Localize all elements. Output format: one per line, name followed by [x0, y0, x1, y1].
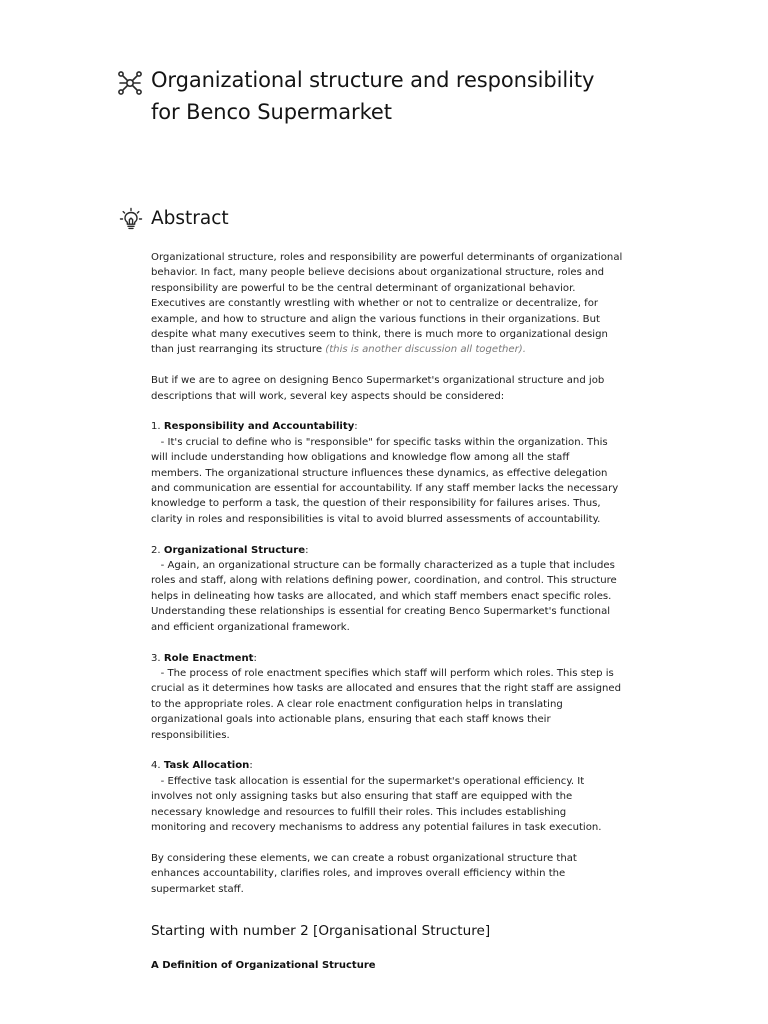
- abstract-body: [151, 250, 623, 897]
- list-item-text: [151, 668, 621, 741]
- abstract-heading: Abstract: [151, 208, 229, 229]
- abstract-conclusion: By considering these elements, we can create a robust organizational structure that enhances accountability, clarifies roles, and improves overall efficiency within the supermarket staff.: [151, 852, 577, 895]
- abstract-intro: [151, 250, 623, 358]
- list-item-title: Responsibility and Accountability: [163, 421, 355, 433]
- abstract-intro-text: Organizational structure, roles and responsibility are powerful determinants of organizational behavior. In fact, many people believe decisions about organizational structure, roles and responsibility are powerful to be the central determinant of organizational behavior. Executives are constantly wrestling with whether or not to centralize or decentralize, for example, and how to structure and align the various functions in their organizations. But despite what many executives seem to think, there is much more to organizational design than just rearranging its structure: [151, 252, 623, 356]
- subsection-heading: A Definition of Organizational Structure: [151, 960, 376, 971]
- list-item-number: 3.: [151, 652, 161, 664]
- list-item: [151, 758, 623, 835]
- title-line-1: Organizational structure and responsibility: [151, 68, 595, 92]
- list-item-heading: 2. Organizational Structure:: [151, 544, 309, 556]
- abstract-intro-note: (this is another discussion all together).: [325, 344, 526, 356]
- list-item-text-content: - Effective task allocation is essential for the supermarket's operational efficiency. It involves not only assigning tasks but also ensuring that staff are equipped with the necessary knowledge and resources to fulfill their roles. This includes establishing monitoring and recovery mechanisms to address any potential failures in task execution.: [151, 775, 602, 833]
- abstract-lead-in: But if we are to agree on designing Benco Supermarket's organizational structure and job descriptions that will work, several key aspects should be considered:: [151, 375, 605, 402]
- lightbulb-icon: [119, 207, 143, 231]
- list-item: [151, 543, 623, 635]
- list-item-text: [151, 776, 602, 833]
- list-item-title: Task Allocation: [163, 760, 250, 772]
- list-item-heading: 3. Role Enactment:: [151, 652, 257, 664]
- list-item-text: [151, 560, 617, 633]
- list-item: [151, 651, 623, 743]
- list-item-text: [151, 437, 618, 525]
- list-item-number: 1.: [151, 421, 161, 433]
- list-item: [151, 419, 623, 527]
- list-item-title: Role Enactment: [163, 652, 254, 664]
- network-nodes-icon: [117, 70, 143, 96]
- list-item-text-content: - The process of role enactment specifies which staff will perform which roles. This step is crucial as it determines how tasks are allocated and ensures that the right staff are assigned to the appropriate roles. A clear role enactment configuration helps in translating organizational goals into actionable plans, ensuring that each staff knows their responsibilities.: [151, 667, 622, 741]
- list-item-heading: 4. Task Allocation:: [151, 760, 253, 772]
- list-item-number: 4.: [151, 760, 161, 772]
- list-item-title: Organizational Structure: [163, 544, 306, 556]
- list-item-text-content: - Again, an organizational structure can be formally characterized as a tuple that includes roles and staff, along with relations defining power, coordination, and control. This structure helps in delineating how tasks are allocated, and which staff members enact specific roles. Understanding these relationships is essential for creating Benco Supermarket's functional and efficient organizational framework.: [151, 560, 617, 633]
- section-heading: Starting with number 2 [Organisational Structure]: [151, 923, 491, 939]
- title-line-2: for Benco Supermarket: [151, 100, 392, 124]
- page-title: [151, 64, 711, 128]
- list-item-heading: 1. Responsibility and Accountability:: [151, 421, 358, 433]
- list-item-text-content: - It's crucial to define who is "responsible" for specific tasks within the organization. This will include understanding how obligations and knowledge flow among all the staff members. The organizational structure influences these dynamics, as effective delegation and communication are essential for accountability. If any staff member lacks the necessary knowledge to perform a task, the question of their responsibility for failures arises. Thus, clarity in roles and responsibilities is vital to avoid blurred assessments of accountability.: [151, 436, 619, 525]
- list-item-number: 2.: [151, 544, 161, 556]
